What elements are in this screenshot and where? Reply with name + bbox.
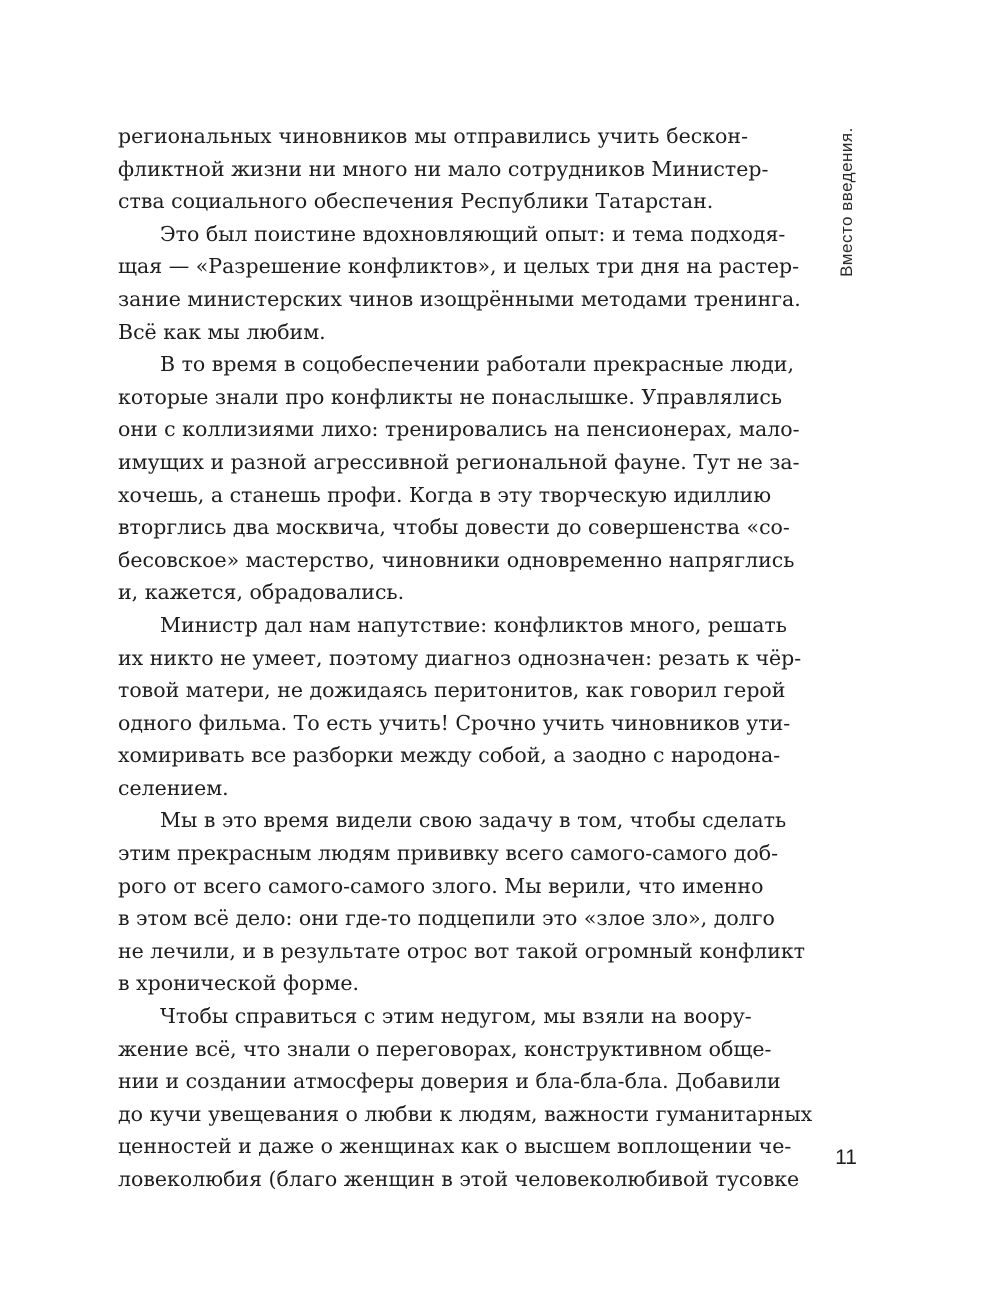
text-line: Чтобы справиться с этим недугом, мы взяли на воору- (160, 1004, 752, 1029)
text-line: бесовское» мастерство, чиновники одновременно напряглись (118, 547, 795, 572)
text-line: товой матери, не дожидаясь перитонитов, как говорил герой (118, 678, 786, 703)
text-line: фликтной жизни ни много ни мало сотрудников Министер- (118, 156, 769, 181)
text-line: вторглись два москвича, чтобы довести до совершенства «со- (118, 515, 790, 540)
text-line: не лечили, и в результате отрос вот такой огромный конфликт (118, 938, 806, 963)
text-line: селением. (118, 775, 229, 800)
text-line: хочешь, а станешь профи. Когда в эту творческую идиллию (118, 482, 772, 507)
text-line: имущих и разной агрессивной региональной фауне. Тут не за- (118, 449, 800, 474)
text-line: Мы в это время видели свою задачу в том, чтобы сделать (160, 808, 787, 833)
text-line: рого от всего самого-самого злого. Мы верили, что именно (118, 873, 764, 898)
text-line: зание министерских чинов изощрёнными методами тренинга. (118, 286, 801, 311)
text-line: ловеколюбия (благо женщин в этой человеколюбивой тусовке (118, 1167, 800, 1191)
text-line: ценностей и даже о женщинах как о высшем воплощении че- (118, 1134, 792, 1159)
text-line: жение всё, что знали о переговорах, конструктивном обще- (118, 1036, 772, 1061)
paragraph (118, 1000, 813, 1196)
text-line: в хронической форме. (118, 971, 360, 996)
text-line: В то время в соцобеспечении работали прекрасные люди, (160, 352, 794, 377)
text-line: Это был поистине вдохновляющий опыт: и тема подходя- (160, 221, 786, 246)
text-line: Всё как мы любим. (118, 319, 326, 344)
paragraph (118, 804, 806, 1000)
text-line: их никто не умеет, поэтому диагноз однозначен: резать к чёр- (118, 645, 802, 670)
paragraph (118, 120, 769, 218)
page-number: 11 (835, 1146, 857, 1169)
text-line: они с коллизиями лихо: тренировались на пенсионерах, мало- (118, 417, 800, 442)
text-line: нии и создании атмосферы доверия и бла-бла-бла. Добавили (118, 1069, 781, 1094)
text-line: региональных чиновников мы отправились учить бескон- (118, 124, 748, 148)
text-line: до кучи увещевания о любви к людям, важности гуманитарных (118, 1101, 813, 1126)
text-line: одного фильма. То есть учить! Срочно учить чиновников ути- (118, 710, 791, 735)
text-line: этим прекрасным людям прививку всего самого-самого доб- (118, 841, 778, 866)
paragraph (118, 609, 802, 805)
text-line: в этом всё дело: они где-то подцепили это «злое зло», долго (118, 906, 775, 931)
paragraph (118, 218, 801, 348)
text-line: ства социального обеспечения Республики Татарстан. (118, 189, 714, 214)
running-head (832, 128, 862, 276)
running-head-label: Вместо введения. (837, 127, 856, 277)
text-line: хомиривать все разборки между собой, а заодно с народона- (118, 743, 781, 768)
text-line: щая — «Разрешение конфликтов», и целых три дня на растер- (118, 254, 800, 279)
text-line: Министр дал нам напутствие: конфликтов много, решать (160, 612, 787, 637)
paragraph (118, 348, 800, 609)
body-text (118, 120, 813, 1196)
text-line: которые знали про конфликты не понаслышке. Управлялись (118, 384, 783, 409)
text-line: и, кажется, обрадовались. (118, 580, 405, 605)
